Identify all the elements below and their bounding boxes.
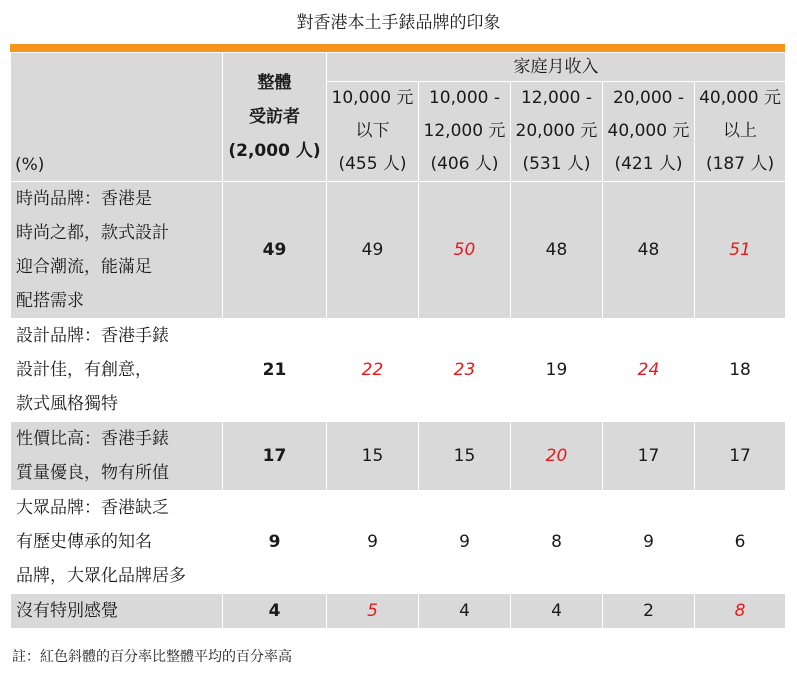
table-row bbox=[11, 422, 786, 491]
column-header-line: 40,000 元 bbox=[699, 88, 781, 108]
income-value: 17 bbox=[695, 422, 786, 491]
total-header bbox=[223, 53, 327, 182]
income-value: 24 bbox=[603, 319, 695, 422]
income-value: 6 bbox=[695, 491, 786, 594]
income-value: 23 bbox=[419, 319, 511, 422]
income-group-header: 家庭月收入 bbox=[327, 53, 786, 82]
income-column-header bbox=[695, 82, 786, 182]
column-header-line: 12,000 元 bbox=[423, 121, 506, 141]
survey-table bbox=[10, 52, 786, 629]
row-label-line: 時尚之都，款式設計 bbox=[16, 223, 169, 243]
income-value: 2 bbox=[603, 594, 695, 629]
row-label bbox=[11, 182, 223, 319]
total-value: 9 bbox=[223, 491, 327, 594]
footnote: 註：紅色斜體的百分率比整體平均的百分率高 bbox=[12, 649, 292, 665]
income-value: 8 bbox=[695, 594, 786, 629]
income-value: 49 bbox=[327, 182, 419, 319]
column-header-line: 10,000 - bbox=[428, 88, 501, 108]
table-row bbox=[11, 491, 786, 594]
income-value: 4 bbox=[511, 594, 603, 629]
row-label-line: 迎合潮流，能滿足 bbox=[16, 257, 152, 277]
column-header-line: 20,000 元 bbox=[515, 121, 598, 141]
income-value: 20 bbox=[511, 422, 603, 491]
income-column-header bbox=[603, 82, 695, 182]
page-title: 對香港本土手錶品牌的印象 bbox=[296, 13, 501, 33]
table-row bbox=[11, 319, 786, 422]
total-value: 49 bbox=[223, 182, 327, 319]
income-value: 18 bbox=[695, 319, 786, 422]
column-header-line: 以上 bbox=[723, 121, 758, 141]
income-value: 8 bbox=[511, 491, 603, 594]
income-column-header bbox=[419, 82, 511, 182]
table-row bbox=[11, 182, 786, 319]
row-label-line: 大眾品牌：香港缺乏 bbox=[16, 498, 169, 518]
row-label-line: 設計佳，有創意， bbox=[16, 360, 152, 380]
income-value: 48 bbox=[511, 182, 603, 319]
row-label-line: 品牌，大眾化品牌居多 bbox=[16, 566, 186, 586]
column-header-line: 10,000 元 bbox=[331, 88, 414, 108]
income-value: 9 bbox=[327, 491, 419, 594]
row-label-line: 質量優良，物有所值 bbox=[16, 463, 169, 483]
income-value: 9 bbox=[419, 491, 511, 594]
income-value: 15 bbox=[327, 422, 419, 491]
table-body bbox=[11, 182, 786, 629]
total-value: 17 bbox=[223, 422, 327, 491]
income-value: 50 bbox=[419, 182, 511, 319]
row-label-line: 性價比高：香港手錶 bbox=[16, 429, 169, 449]
column-header-line: (187 人) bbox=[705, 154, 775, 174]
income-value: 48 bbox=[603, 182, 695, 319]
row-label-line: 設計品牌：香港手錶 bbox=[16, 326, 169, 346]
unit-label: (%) bbox=[11, 53, 223, 182]
total-header-line: 整體 bbox=[257, 73, 292, 93]
income-value: 22 bbox=[327, 319, 419, 422]
row-label-line: 時尚品牌：香港是 bbox=[16, 189, 152, 209]
column-header-line: (455 人) bbox=[338, 154, 407, 174]
row-label-line: 有歷史傳承的知名 bbox=[16, 532, 152, 552]
total-value: 21 bbox=[223, 319, 327, 422]
row-label-line: 款式風格獨特 bbox=[16, 394, 118, 414]
row-label bbox=[11, 422, 223, 491]
table-row bbox=[11, 594, 786, 629]
column-header-line: 12,000 - bbox=[520, 88, 593, 108]
row-label bbox=[11, 491, 223, 594]
accent-bar bbox=[10, 44, 785, 52]
total-value: 4 bbox=[223, 594, 327, 629]
income-value: 5 bbox=[327, 594, 419, 629]
table-header bbox=[11, 53, 786, 182]
total-header-line: 受訪者 bbox=[249, 107, 300, 127]
column-header-line: 40,000 元 bbox=[607, 121, 690, 141]
total-header-line: (2,000 人) bbox=[228, 141, 321, 161]
income-value: 9 bbox=[603, 491, 695, 594]
income-value: 17 bbox=[603, 422, 695, 491]
column-header-line: (406 人) bbox=[430, 154, 499, 174]
row-label bbox=[11, 319, 223, 422]
income-value: 51 bbox=[695, 182, 786, 319]
row-label bbox=[11, 594, 223, 629]
column-header-line: (531 人) bbox=[522, 154, 591, 174]
row-label-line: 沒有特別感覺 bbox=[16, 601, 118, 621]
column-header-line: (421 人) bbox=[614, 154, 683, 174]
income-value: 4 bbox=[419, 594, 511, 629]
income-column-header bbox=[511, 82, 603, 182]
income-value: 19 bbox=[511, 319, 603, 422]
column-header-line: 以下 bbox=[355, 121, 390, 141]
column-header-line: 20,000 - bbox=[612, 88, 685, 108]
income-column-header bbox=[327, 82, 419, 182]
income-value: 15 bbox=[419, 422, 511, 491]
row-label-line: 配搭需求 bbox=[16, 291, 84, 311]
